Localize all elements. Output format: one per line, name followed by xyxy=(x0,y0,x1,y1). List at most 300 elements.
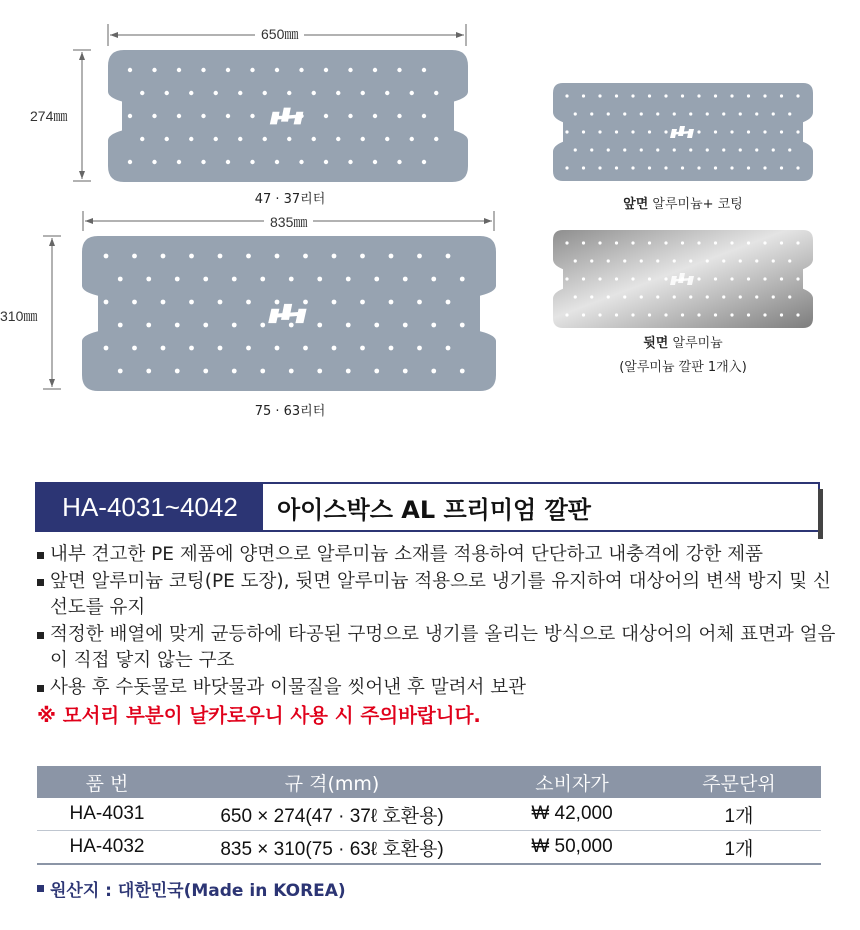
table-cell: ₩ 42,000 xyxy=(487,798,657,831)
board-hole xyxy=(132,254,137,259)
board-hole xyxy=(763,277,766,280)
board-large xyxy=(82,236,496,391)
board-hole xyxy=(140,137,144,141)
board-hole xyxy=(360,300,365,305)
bullet-square-icon xyxy=(37,579,44,586)
board-hole xyxy=(360,254,365,259)
board-hole xyxy=(673,148,676,151)
board-hole xyxy=(132,300,137,305)
board-hole xyxy=(246,346,251,351)
board-hole xyxy=(574,148,577,151)
board-hole xyxy=(755,112,758,115)
feature-item: 내부 견고한 PE 제품에 양면으로 알루미늄 소재를 적용하여 단단하고 내충격에 강한 제품 xyxy=(37,542,837,569)
board-hole xyxy=(598,166,601,169)
board-hole xyxy=(656,148,659,151)
board-hole xyxy=(706,112,709,115)
board-hole xyxy=(410,137,414,141)
front-side-label xyxy=(553,193,813,212)
board-hole xyxy=(689,295,692,298)
board-hole xyxy=(722,295,725,298)
board-hole xyxy=(565,313,568,316)
board-hole xyxy=(332,300,337,305)
board-hole xyxy=(730,94,733,97)
height-label-large: 310㎜ xyxy=(0,308,38,324)
board-hole xyxy=(565,241,568,244)
product-header xyxy=(35,482,820,532)
board-hole xyxy=(574,295,577,298)
height-dimension-line-small xyxy=(70,48,94,184)
board-hole xyxy=(730,313,733,316)
board-hole xyxy=(177,160,181,164)
board-hole xyxy=(397,114,401,118)
board-hole xyxy=(722,259,725,262)
board-hole xyxy=(232,323,237,328)
board-hole xyxy=(681,94,684,97)
board-hole xyxy=(218,346,223,351)
board-hole xyxy=(590,295,593,298)
board-hole xyxy=(763,166,766,169)
board-hole xyxy=(460,369,465,374)
board-hole xyxy=(397,68,401,72)
board-hole xyxy=(565,94,568,97)
board-hole xyxy=(175,277,180,282)
board-hole xyxy=(373,68,377,72)
table-cell: HA-4031 xyxy=(37,798,177,831)
board-hole xyxy=(389,346,394,351)
board-hole xyxy=(177,68,181,72)
back-side-note: (알루미늄 깔판 1개入) xyxy=(619,360,747,375)
board-hole xyxy=(410,91,414,95)
board-hole xyxy=(623,148,626,151)
board-hole xyxy=(317,369,322,374)
board-hole xyxy=(303,346,308,351)
board-hole xyxy=(730,277,733,280)
board-hole xyxy=(303,254,308,259)
board-hole xyxy=(104,300,109,305)
board-hole xyxy=(128,114,132,118)
board-hole xyxy=(446,300,451,305)
board-hole xyxy=(739,259,742,262)
board-hole xyxy=(582,94,585,97)
board-hole xyxy=(747,130,750,133)
board-hole xyxy=(361,91,365,95)
board-hole xyxy=(664,277,667,280)
board-hole xyxy=(648,166,651,169)
height-dimension-line-large xyxy=(40,234,64,392)
board-hole xyxy=(189,91,193,95)
board-hole xyxy=(615,94,618,97)
board-hole xyxy=(648,313,651,316)
board-hole xyxy=(161,300,166,305)
board-hole xyxy=(788,148,791,151)
table-cell: HA-4032 xyxy=(37,831,177,865)
board-hole xyxy=(689,148,692,151)
board-hole xyxy=(631,130,634,133)
board-hole xyxy=(739,112,742,115)
board-hole xyxy=(403,323,408,328)
board-hole xyxy=(598,94,601,97)
board-hole xyxy=(324,160,328,164)
board-hole xyxy=(582,241,585,244)
board-hole xyxy=(689,259,692,262)
product-code: HA-4031~4042 xyxy=(37,484,263,530)
board-hole xyxy=(324,114,328,118)
board-hole xyxy=(739,295,742,298)
height-label-small: 274㎜ xyxy=(30,108,68,124)
board-hole xyxy=(772,259,775,262)
board-hole xyxy=(361,137,365,141)
board-hole xyxy=(772,295,775,298)
board-hole xyxy=(299,68,303,72)
board-hole xyxy=(299,160,303,164)
width-label-large: 835㎜ xyxy=(264,212,313,232)
board-hole xyxy=(146,277,151,282)
board-hole xyxy=(664,130,667,133)
board-hole xyxy=(275,300,280,305)
board-hole xyxy=(631,166,634,169)
board-hole xyxy=(598,313,601,316)
board-hole xyxy=(246,300,251,305)
board-hole xyxy=(574,112,577,115)
board-hole xyxy=(615,277,618,280)
board-hole xyxy=(780,94,783,97)
table-header-cell: 주문단위 xyxy=(657,766,821,798)
board-hole xyxy=(275,68,279,72)
board-hole xyxy=(374,369,379,374)
header-shadow xyxy=(818,489,823,539)
table-cell: ₩ 50,000 xyxy=(487,831,657,865)
board-hole xyxy=(289,323,294,328)
board-hole xyxy=(631,94,634,97)
board-hole xyxy=(287,137,291,141)
board-hole xyxy=(104,346,109,351)
board-hole xyxy=(788,259,791,262)
board-hole xyxy=(226,68,230,72)
board-hole xyxy=(697,277,700,280)
board-hole xyxy=(336,137,340,141)
board-hole xyxy=(714,277,717,280)
board-hole xyxy=(607,295,610,298)
board-hole xyxy=(289,277,294,282)
board-hole xyxy=(697,130,700,133)
board-hole xyxy=(360,346,365,351)
board-hole xyxy=(250,160,254,164)
board-hole xyxy=(317,277,322,282)
board-hole xyxy=(607,148,610,151)
board-hole xyxy=(640,259,643,262)
board-hole xyxy=(238,137,242,141)
board-hole xyxy=(431,369,436,374)
board-hole xyxy=(389,254,394,259)
board-hole xyxy=(607,112,610,115)
board-hole xyxy=(714,241,717,244)
board-hole xyxy=(747,277,750,280)
back-side-label xyxy=(553,332,813,351)
board-hole xyxy=(763,94,766,97)
board-hole xyxy=(574,259,577,262)
board-hole xyxy=(772,112,775,115)
board-hole xyxy=(132,346,137,351)
board-hole xyxy=(422,68,426,72)
board-hole xyxy=(697,313,700,316)
bullet-square-icon xyxy=(37,632,44,639)
board-hole xyxy=(656,259,659,262)
board-hole xyxy=(346,277,351,282)
board-hole xyxy=(152,68,156,72)
board-hole xyxy=(348,160,352,164)
board-hole xyxy=(796,94,799,97)
board-hole xyxy=(615,241,618,244)
board-hole xyxy=(289,369,294,374)
board-hole xyxy=(565,277,568,280)
board-hole xyxy=(788,112,791,115)
board-hole xyxy=(189,254,194,259)
board-hole xyxy=(796,313,799,316)
board-hole xyxy=(664,166,667,169)
board-hole xyxy=(422,114,426,118)
board-hole xyxy=(788,295,791,298)
board-hole xyxy=(747,166,750,169)
board-hole xyxy=(446,346,451,351)
board-hole xyxy=(250,114,254,118)
board-hole xyxy=(348,114,352,118)
board-hole xyxy=(165,91,169,95)
table-row xyxy=(37,798,821,831)
table-header-cell: 소비자가 xyxy=(487,766,657,798)
board-hole xyxy=(640,112,643,115)
board-hole xyxy=(146,323,151,328)
board-hole xyxy=(623,295,626,298)
board-hole xyxy=(218,254,223,259)
board-hole xyxy=(226,160,230,164)
board-hole xyxy=(565,130,568,133)
feature-item: 사용 후 수돗물로 바닷물과 이물질을 씻어낸 후 말려서 보관 xyxy=(37,675,837,702)
board-hole xyxy=(631,241,634,244)
board-hole xyxy=(697,241,700,244)
board-hole xyxy=(780,130,783,133)
board-hole xyxy=(303,300,308,305)
board-hole xyxy=(373,160,377,164)
warning-text: ※ 모서리 부분이 날카로우니 사용 시 주의바랍니다. xyxy=(37,704,481,727)
board-hole xyxy=(165,137,169,141)
board-hole xyxy=(152,160,156,164)
board-hole xyxy=(648,241,651,244)
board-hole xyxy=(434,137,438,141)
board-hole xyxy=(203,323,208,328)
table-header-row xyxy=(37,766,821,798)
back-side-label-text: 알루미늄 xyxy=(668,336,723,351)
board-hole xyxy=(397,160,401,164)
board-hole xyxy=(582,130,585,133)
board-hole xyxy=(422,160,426,164)
board-hole xyxy=(146,369,151,374)
board-hole xyxy=(177,114,181,118)
board-hole xyxy=(460,277,465,282)
board-hole xyxy=(263,137,267,141)
board-hole xyxy=(118,369,123,374)
board-hole xyxy=(582,277,585,280)
board-hole xyxy=(260,277,265,282)
board-hole xyxy=(201,160,205,164)
board-hole xyxy=(189,300,194,305)
board-hole xyxy=(590,259,593,262)
board-hole xyxy=(755,148,758,151)
board-hole xyxy=(312,137,316,141)
table-cell: 1개 xyxy=(657,831,821,865)
board-hole xyxy=(332,254,337,259)
table-header-cell: 품 번 xyxy=(37,766,177,798)
board-hole xyxy=(140,91,144,95)
origin-note xyxy=(37,876,346,901)
feature-list xyxy=(37,542,837,730)
board-hole xyxy=(656,112,659,115)
board-hole xyxy=(232,369,237,374)
board-hole xyxy=(175,323,180,328)
board-hole xyxy=(664,94,667,97)
board-hole xyxy=(260,323,265,328)
board-hole xyxy=(373,114,377,118)
table-cell: 835 × 310(75 · 63ℓ 호환용) xyxy=(177,831,487,865)
board-hole xyxy=(656,295,659,298)
board-hole xyxy=(417,254,422,259)
board-hole xyxy=(747,313,750,316)
board-hole xyxy=(730,166,733,169)
board-hole xyxy=(673,295,676,298)
board-hole xyxy=(275,346,280,351)
board-hole xyxy=(346,323,351,328)
board-hole xyxy=(598,277,601,280)
board-hole xyxy=(772,148,775,151)
board-hole xyxy=(324,68,328,72)
board-hole xyxy=(615,130,618,133)
board-hole xyxy=(431,277,436,282)
table-header-cell: 규 격(mm) xyxy=(177,766,487,798)
board-hole xyxy=(374,277,379,282)
board-hole xyxy=(128,160,132,164)
board-hole xyxy=(796,130,799,133)
board-hole xyxy=(161,254,166,259)
board-hole xyxy=(118,323,123,328)
board-hole xyxy=(648,130,651,133)
board-hole xyxy=(631,313,634,316)
board-front xyxy=(553,83,813,181)
board-hole xyxy=(706,295,709,298)
board-hole xyxy=(648,94,651,97)
board-hole xyxy=(681,166,684,169)
board-hole xyxy=(681,313,684,316)
board-hole xyxy=(590,112,593,115)
board-hole xyxy=(615,313,618,316)
board-hole xyxy=(714,130,717,133)
board-hole xyxy=(780,166,783,169)
board-hole xyxy=(780,277,783,280)
board-hole xyxy=(118,277,123,282)
board-hole xyxy=(780,313,783,316)
board-hole xyxy=(722,148,725,151)
board-hole xyxy=(755,259,758,262)
board-hole xyxy=(201,68,205,72)
board-hole xyxy=(128,68,132,72)
board-hole xyxy=(640,148,643,151)
board-hole xyxy=(336,91,340,95)
board-hole xyxy=(714,313,717,316)
board-hole xyxy=(431,323,436,328)
capacity-label-large: 75 · 63리터 xyxy=(254,404,326,419)
board-hole xyxy=(260,369,265,374)
board-hole xyxy=(565,166,568,169)
board-hole xyxy=(161,346,166,351)
bullet-square-icon xyxy=(37,685,44,692)
board-hole xyxy=(697,166,700,169)
board-hole xyxy=(417,300,422,305)
board-hole xyxy=(673,259,676,262)
board-hole xyxy=(763,241,766,244)
board-hole xyxy=(747,94,750,97)
board-hole xyxy=(226,114,230,118)
board-hole xyxy=(389,300,394,305)
board-hole xyxy=(104,254,109,259)
front-side-label-bold: 앞면 xyxy=(623,197,649,212)
bullet-square-icon xyxy=(37,885,44,892)
board-hole xyxy=(417,346,422,351)
board-hole xyxy=(287,91,291,95)
board-hole xyxy=(664,313,667,316)
board-hole xyxy=(722,112,725,115)
table-cell: 1개 xyxy=(657,798,821,831)
board-hole xyxy=(623,112,626,115)
origin-text: 원산지 : 대한민국(Made in KOREA) xyxy=(50,881,346,901)
board-hole xyxy=(446,254,451,259)
feature-item: 적정한 배열에 맞게 균등하에 타공된 구멍으로 냉기를 올리는 방식으로 대상어의 어체 표면과 얼음이 직접 닿지 않는 구조 xyxy=(37,622,837,675)
board-hole xyxy=(317,323,322,328)
capacity-label-small: 47 · 37리터 xyxy=(254,192,326,207)
board-hole xyxy=(763,313,766,316)
board-hole xyxy=(218,300,223,305)
price-table xyxy=(37,766,821,865)
board-hole xyxy=(673,112,676,115)
board-hole xyxy=(763,130,766,133)
board-hole xyxy=(796,277,799,280)
board-hole xyxy=(730,130,733,133)
board-hole xyxy=(203,369,208,374)
board-hole xyxy=(623,259,626,262)
board-hole xyxy=(730,241,733,244)
board-hole xyxy=(739,148,742,151)
board-hole xyxy=(582,313,585,316)
board-hole xyxy=(332,346,337,351)
board-hole xyxy=(607,259,610,262)
board-hole xyxy=(175,369,180,374)
board-hole xyxy=(214,137,218,141)
board-hole xyxy=(403,277,408,282)
board-hole xyxy=(664,241,667,244)
board-hole xyxy=(796,241,799,244)
board-hole xyxy=(246,254,251,259)
board-hole xyxy=(214,91,218,95)
board-hole xyxy=(640,295,643,298)
board-hole xyxy=(203,277,208,282)
board-hole xyxy=(780,241,783,244)
board-hole xyxy=(706,148,709,151)
board-hole xyxy=(631,277,634,280)
board-hole xyxy=(312,91,316,95)
board-hole xyxy=(598,241,601,244)
board-hole xyxy=(232,277,237,282)
board-hole xyxy=(689,112,692,115)
board-hole xyxy=(697,94,700,97)
board-hole xyxy=(263,91,267,95)
board-hole xyxy=(747,241,750,244)
